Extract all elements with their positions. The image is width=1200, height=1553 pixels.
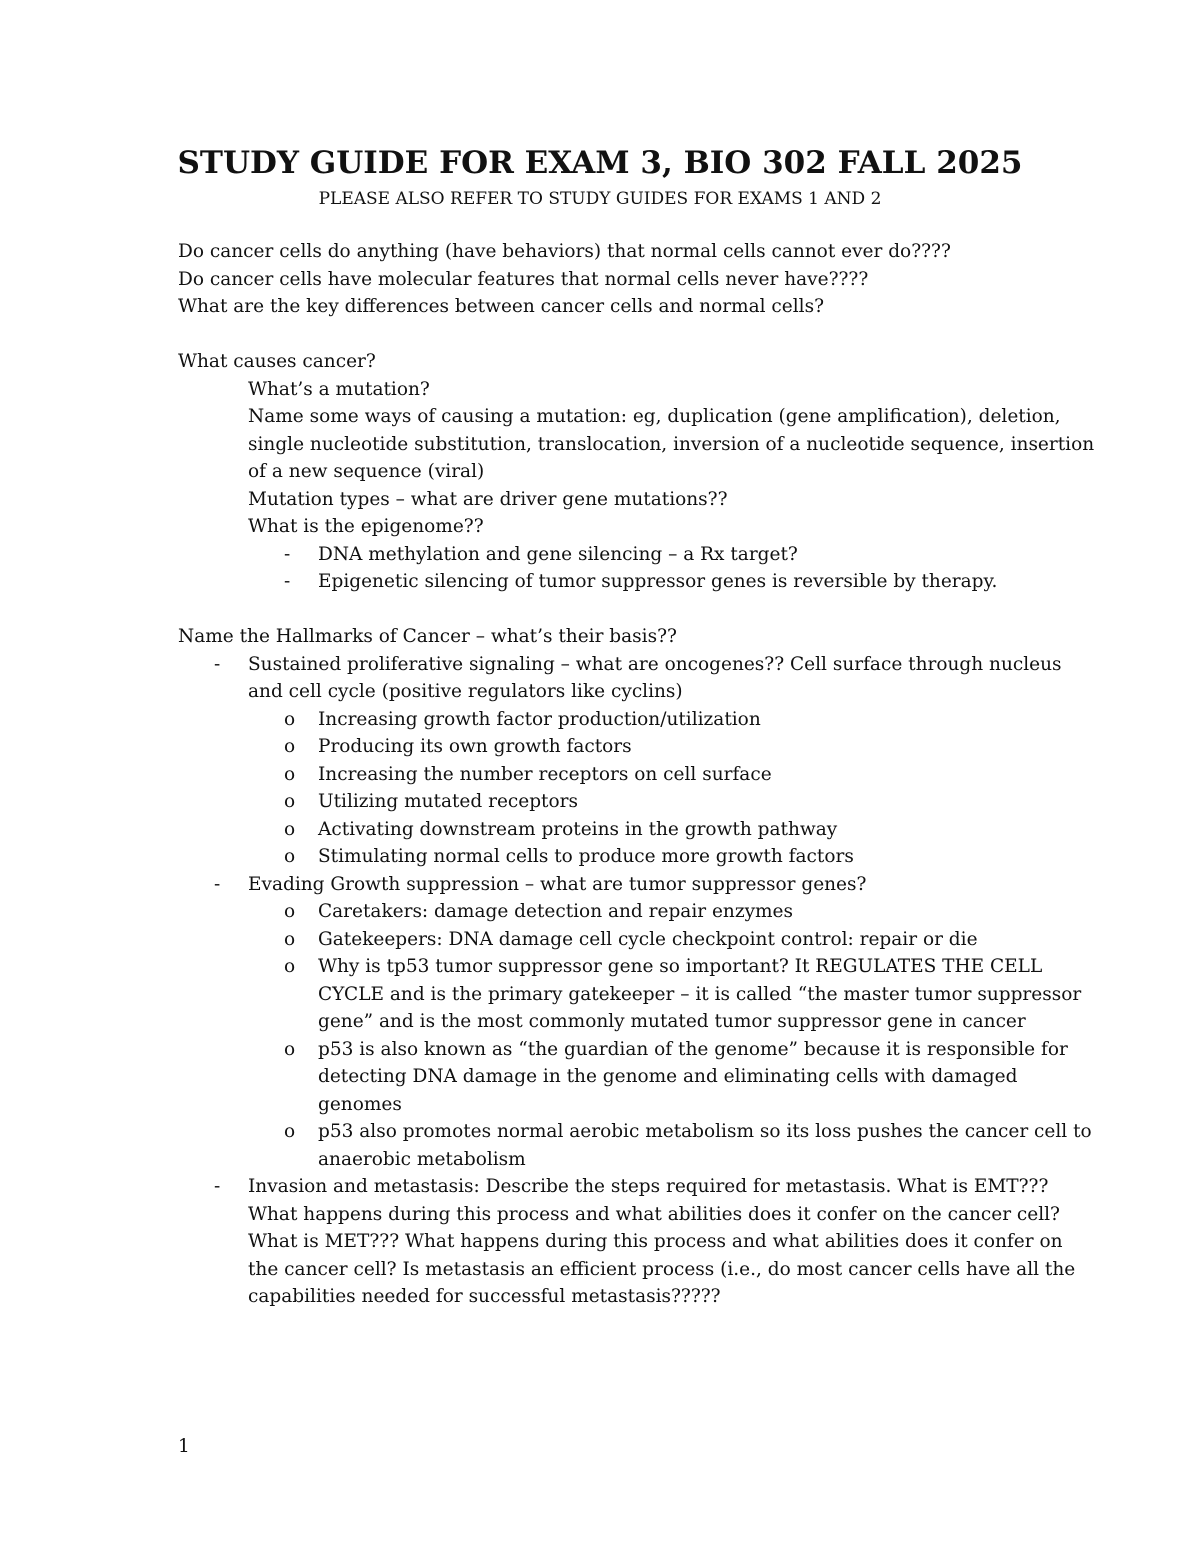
document-body <box>178 238 1098 1311</box>
sub-list-item <box>178 843 1098 871</box>
circle-bullet: o <box>284 901 296 922</box>
sub-list-item <box>178 926 1098 954</box>
epigenome-list <box>178 541 1098 596</box>
hallmarks-list <box>178 651 1098 706</box>
hallmark-text: Invasion and metastasis: Describe the steps required for metastasis. What is EMT??? What happens during this process and what abilities does it confer on the cancer cell? What is MET??? What happens during this process and what abilities does it confer on the cancer cell? Is metastasis an efficient process (i.e., do most cancer cells have all the capabilities needed for successful metastasis????? <box>248 1176 1076 1307</box>
sub-list-item-text: p53 also promotes normal aerobic metabolism so its loss pushes the cancer cell to anaerobic metabolism <box>318 1121 1092 1170</box>
dash-bullet: - <box>214 653 221 675</box>
sub-list-item <box>178 1036 1098 1119</box>
page-number: 1 <box>178 1436 190 1457</box>
sub-list-item-text: Gatekeepers: DNA damage cell cycle checkpoint control: repair or die <box>318 928 978 950</box>
blank-line <box>178 596 1098 624</box>
section-heading-hallmarks: Name the Hallmarks of Cancer – what’s their basis?? <box>178 626 677 647</box>
list-item-text: Epigenetic silencing of tumor suppressor genes is reversible by therapy. <box>318 571 998 592</box>
intro-question: Do cancer cells have molecular features that normal cells never have???? <box>178 268 869 290</box>
blank-line <box>178 321 1098 349</box>
sub-list-item <box>178 706 1098 734</box>
document-title: STUDY GUIDE FOR EXAM 3, BIO 302 FALL 2025 <box>177 145 1023 181</box>
sub-list-item <box>178 816 1098 844</box>
intro-question: Do cancer cells do anything (have behaviors) that normal cells cannot ever do???? <box>178 241 951 262</box>
list-item <box>178 541 1098 569</box>
causes-line: Name some ways of causing a mutation: eg, duplication (gene amplification), deletion, single nucleotide substitution, translocation, inversion of a nucleotide sequence, insertion of a new sequence (viral) <box>248 406 1095 482</box>
hallmark-text: Evading Growth suppression – what are tumor suppressor genes? <box>248 873 867 895</box>
sub-list-item-text: Increasing growth factor production/utilization <box>318 708 761 730</box>
sub-list-item-text: Utilizing mutated receptors <box>318 791 578 812</box>
document-subtitle: PLEASE ALSO REFER TO STUDY GUIDES FOR EXAMS 1 AND 2 <box>318 189 882 209</box>
circle-bullet: o <box>284 846 296 867</box>
causes-line: What is the epigenome?? <box>248 516 484 537</box>
circle-bullet: o <box>284 818 296 840</box>
circle-bullet: o <box>284 956 296 977</box>
circle-bullet: o <box>284 928 296 950</box>
sub-list-item-text: Caretakers: damage detection and repair enzymes <box>318 901 794 922</box>
sub-list-item-text: Stimulating normal cells to produce more growth factors <box>318 846 854 867</box>
hallmarks-list <box>178 1173 1098 1311</box>
hallmark-sublist <box>178 898 1098 1173</box>
dash-bullet: - <box>214 873 221 895</box>
sub-list-item-text: Increasing the number receptors on cell surface <box>318 763 772 785</box>
sub-list-item-text: Why is tp53 tumor suppressor gene so important? It REGULATES THE CELL CYCLE and is the primary gatekeeper – it is called “the master tumor suppressor gene” and is the most commonly mutated tumor suppressor gene in cancer <box>318 956 1082 1032</box>
dash-bullet: - <box>284 571 291 592</box>
sub-list-item-text: Producing its own growth factors <box>318 736 632 757</box>
sub-list-item-text: p53 is also known as “the guardian of the genome” because it is responsible for detecting DNA damage in the genome and eliminating cells with damaged genomes <box>318 1038 1068 1115</box>
dash-bullet: - <box>214 1176 221 1197</box>
dash-bullet: - <box>284 543 291 565</box>
sub-list-item <box>178 788 1098 816</box>
sub-list-item <box>178 898 1098 926</box>
hallmark-sublist <box>178 706 1098 871</box>
causes-line: What’s a mutation? <box>248 378 430 400</box>
circle-bullet: o <box>284 763 296 785</box>
hallmark-item <box>178 651 1098 706</box>
sub-list-item <box>178 733 1098 761</box>
circle-bullet: o <box>284 1121 296 1142</box>
list-item <box>178 568 1098 596</box>
sub-list-item <box>178 1118 1098 1173</box>
circle-bullet: o <box>284 791 296 812</box>
hallmarks-list <box>178 871 1098 899</box>
sub-list-item <box>178 761 1098 789</box>
hallmark-item <box>178 871 1098 899</box>
list-item-text: DNA methylation and gene silencing – a Rx target? <box>318 543 798 565</box>
sub-list-item <box>178 953 1098 1036</box>
causes-line: Mutation types – what are driver gene mutations?? <box>248 488 728 510</box>
section-heading-causes: What causes cancer? <box>178 351 376 372</box>
sub-list-item-text: Activating downstream proteins in the growth pathway <box>318 818 838 840</box>
hallmark-text: Sustained proliferative signaling – what are oncogenes?? Cell surface through nucleus and cell cycle (positive regulators like cyclins) <box>248 653 1062 702</box>
intro-question: What are the key differences between cancer cells and normal cells? <box>178 296 824 317</box>
hallmark-item <box>178 1173 1098 1311</box>
circle-bullet: o <box>284 1038 296 1060</box>
circle-bullet: o <box>284 736 296 757</box>
circle-bullet: o <box>284 708 296 730</box>
